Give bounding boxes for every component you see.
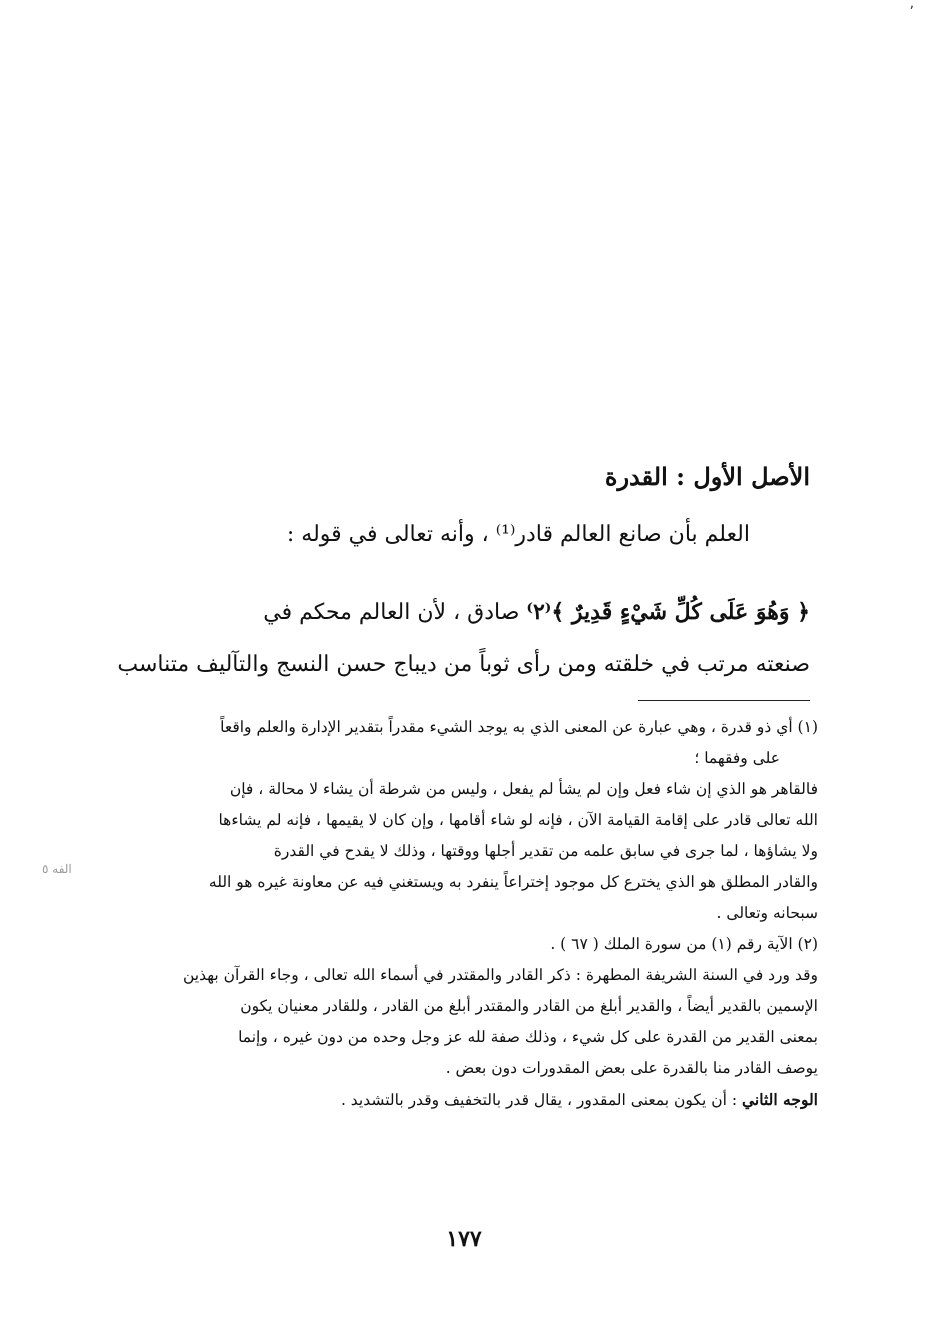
footnote-line: الله تعالى قادر على إقامة القيامة الآن ، فإنه لو شاء أقامها ، وإن كان لا يقيمها ، فإنه لم يشاءها xyxy=(218,811,818,829)
second-aspect-text: : أن يكون بمعنى المقدور ، يقال قدر بالتخفيف وقدر بالتشديد . xyxy=(340,1091,742,1109)
footnote-line: (١) أي ذو قدرة ، وهي عبارة عن المعنى الذي به يوجد الشيء مقدراً بتقدير الإدارة والعلم واقعاً xyxy=(220,718,818,736)
footnote-line: والقادر المطلق هو الذي يخترع كل موجود إختراعاً ينفرد به ويستغني فيه عن معاونة غيره هو الله xyxy=(208,873,818,891)
footnote-line: ولا يشاؤها ، لما جرى في سابق علمه من تقدير أجلها ووقتها ، وذلك لا يقدح في القدرة xyxy=(273,842,818,860)
footnote-line: بمعنى القدير من القدرة على كل شيء ، وذلك صفة لله عز وجل وحده من دون غيره ، وإنما xyxy=(238,1028,818,1046)
second-aspect-label: الوجه الثاني xyxy=(742,1090,818,1109)
footnote-line: (٢) الآية رقم (١) من سورة الملك ( ٦٧ ) . xyxy=(550,935,818,953)
page-number: ١٧٧ xyxy=(446,1226,482,1252)
body-line-2: صنعته مرتب في خلقته ومن رأى ثوباً من ديباج حسن النسج والتآليف متناسب xyxy=(117,652,810,677)
footnote-line: فالقاهر هو الذي إن شاء فعل وإن لم يشأ لم يفعل ، وليس من شرطة أن يشاء لا محالة ، فإن xyxy=(229,780,818,798)
footnote-2 xyxy=(98,929,818,1116)
body-line-1-rest: صادق ، لأن العالم محكم في xyxy=(263,600,527,625)
body-paragraph xyxy=(100,586,810,691)
footnote-1 xyxy=(98,712,818,929)
footnote-line: الإسمين بالقدير أيضاً ، والقدير أبلغ من القادر والمقتدر أبلغ من القادر ، وللقادر معنيان يكون xyxy=(240,997,818,1015)
quran-verse: ﴿ وَهُوَ عَلَى كُلِّ شَيْءٍ قَدِيرٌ ﴾⁽٢⁾ xyxy=(526,599,810,625)
footnote-line: يوصف القادر منا بالقدرة على بعض المقدورات دون بعض . xyxy=(445,1059,818,1077)
footnote-line: سبحانه وتعالى . xyxy=(716,904,818,922)
footnote-line: على وفقهما ؛ xyxy=(694,749,780,767)
footnote-line-second-aspect xyxy=(98,1084,818,1116)
footnote-divider xyxy=(638,700,810,701)
section-heading: الأصل الأول : القدرة xyxy=(604,462,810,491)
margin-note: الفه ٥ xyxy=(42,862,72,876)
footnote-line: وقد ورد في السنة الشريفة المطهرة : ذكر القادر والمقتدر في أسماء الله تعالى ، وجاء القرآن بهذين xyxy=(182,966,818,984)
footnotes xyxy=(98,712,818,1116)
intro-line: العلم بأن صانع العالم قادر⁽¹⁾ ، وأنه تعالى في قوله : xyxy=(286,522,750,547)
corner-mark: ٬ xyxy=(909,4,914,20)
